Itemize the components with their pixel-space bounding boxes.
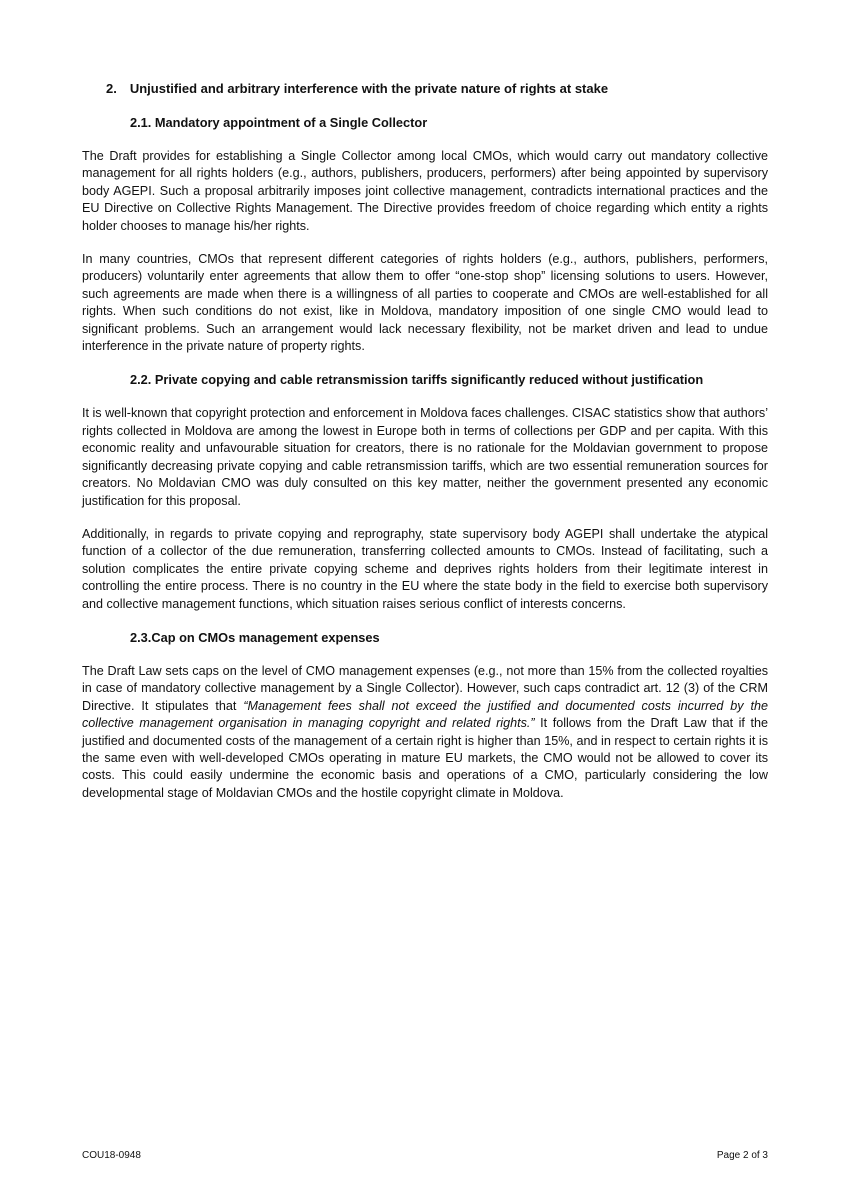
section-2-3-paragraph-1 — [82, 663, 768, 802]
section-2-3-text-a: The Draft Law sets caps on the level of CMO management expenses (e.g., not more than 15% from the collected royalties in case of mandatory collective management by a Single Collector). However, such caps contradict art. 12 (3) of the CRM Directive. It stipulates that — [82, 663, 768, 713]
directive-quote: “Management fees shall not exceed the justified and documented costs incurred by the collective management organisation in managing copyright and related rights.” — [82, 698, 768, 731]
page-number: Page 2 of 3 — [716, 1150, 768, 1161]
section-2-1-heading: 2.1. Mandatory appointment of a Single Collector — [130, 115, 428, 130]
section-2-heading: 2. Unjustified and arbitrary interference with the private nature of rights at stake — [106, 81, 609, 96]
document-body — [82, 80, 768, 818]
section-2-2-heading: 2.2. Private copying and cable retransmission tariffs significantly reduced without justification — [130, 372, 704, 388]
section-2-1-paragraph-2: In many countries, CMOs that represent different categories of rights holders (e.g., authors, publishers, performers, producers) voluntarily enter agreements that allow them to offer “one-stop shop” licensing solutions to users. However, such agreements are made when there is a willingness of all parties to cooperate and CMOs are well-established for all rights. When such conditions do not exist, like in Moldova, mandatory imposition of one single CMO would lead to significant problems. Such an arrangement would lack necessary flexibility, not be market driven and lead to undue interference in the private nature of property rights. — [82, 252, 768, 354]
section-2-3-heading: 2.3.Cap on CMOs management expenses — [130, 629, 380, 645]
section-2-3-text-b: It follows from the Draft Law that if the justified and documented costs of the management of a certain right is higher than 15%, and in respect to certain rights it is the same even with well-developed CMOs operating in mature EU markets, the CMO would not be allowed to cover its costs. This could easily undermine the economic basis and operations of a CMO, particularly considering the low developmental stage of Moldavian CMOs and the hostile copyright climate in Moldova. — [82, 716, 768, 800]
document-reference: COU18-0948 — [82, 1150, 141, 1161]
section-2-2-paragraph-1: It is well-known that copyright protection and enforcement in Moldova faces challenges. CISAC statistics show that authors’ rights collected in Moldova are among the lowest in Europe both in terms of collections per GDP and per capita. With this economic reality and unfavourable situation for creators, there is no rationale for the Moldavian government to propose significantly decreasing private copying and cable retransmission tariffs, which are two essential remuneration sources for creators. No Moldavian CMO was duly consulted on this key matter, neither the government presented any economic justification for this proposal. — [82, 406, 768, 508]
section-2-1-paragraph-1: The Draft provides for establishing a Single Collector among local CMOs, which would carry out mandatory collective management for all rights holders (e.g., authors, publishers, producers, performers) after being appointed by supervisory body AGEPI. Such a proposal arbitrarily imposes joint collective management, contradicts international practices and the EU Directive on Collective Rights Management. The Directive provides freedom of choice regarding which entity a rights holder chooses to manage his/her rights. — [82, 149, 768, 233]
section-2-2-paragraph-2: Additionally, in regards to private copying and reprography, state supervisory body AGEPI shall undertake the atypical function of a collector of the due remuneration, transferring collected amounts to CMOs. Instead of facilitating, such a solution complicates the entire private copying scheme and deprives rights holders from their legitimate interest in controlling the entire process. There is no country in the EU where the state body in the field to exercise both supervisory and collective management functions, which situation raises serious conflict of interests concerns. — [82, 526, 768, 611]
